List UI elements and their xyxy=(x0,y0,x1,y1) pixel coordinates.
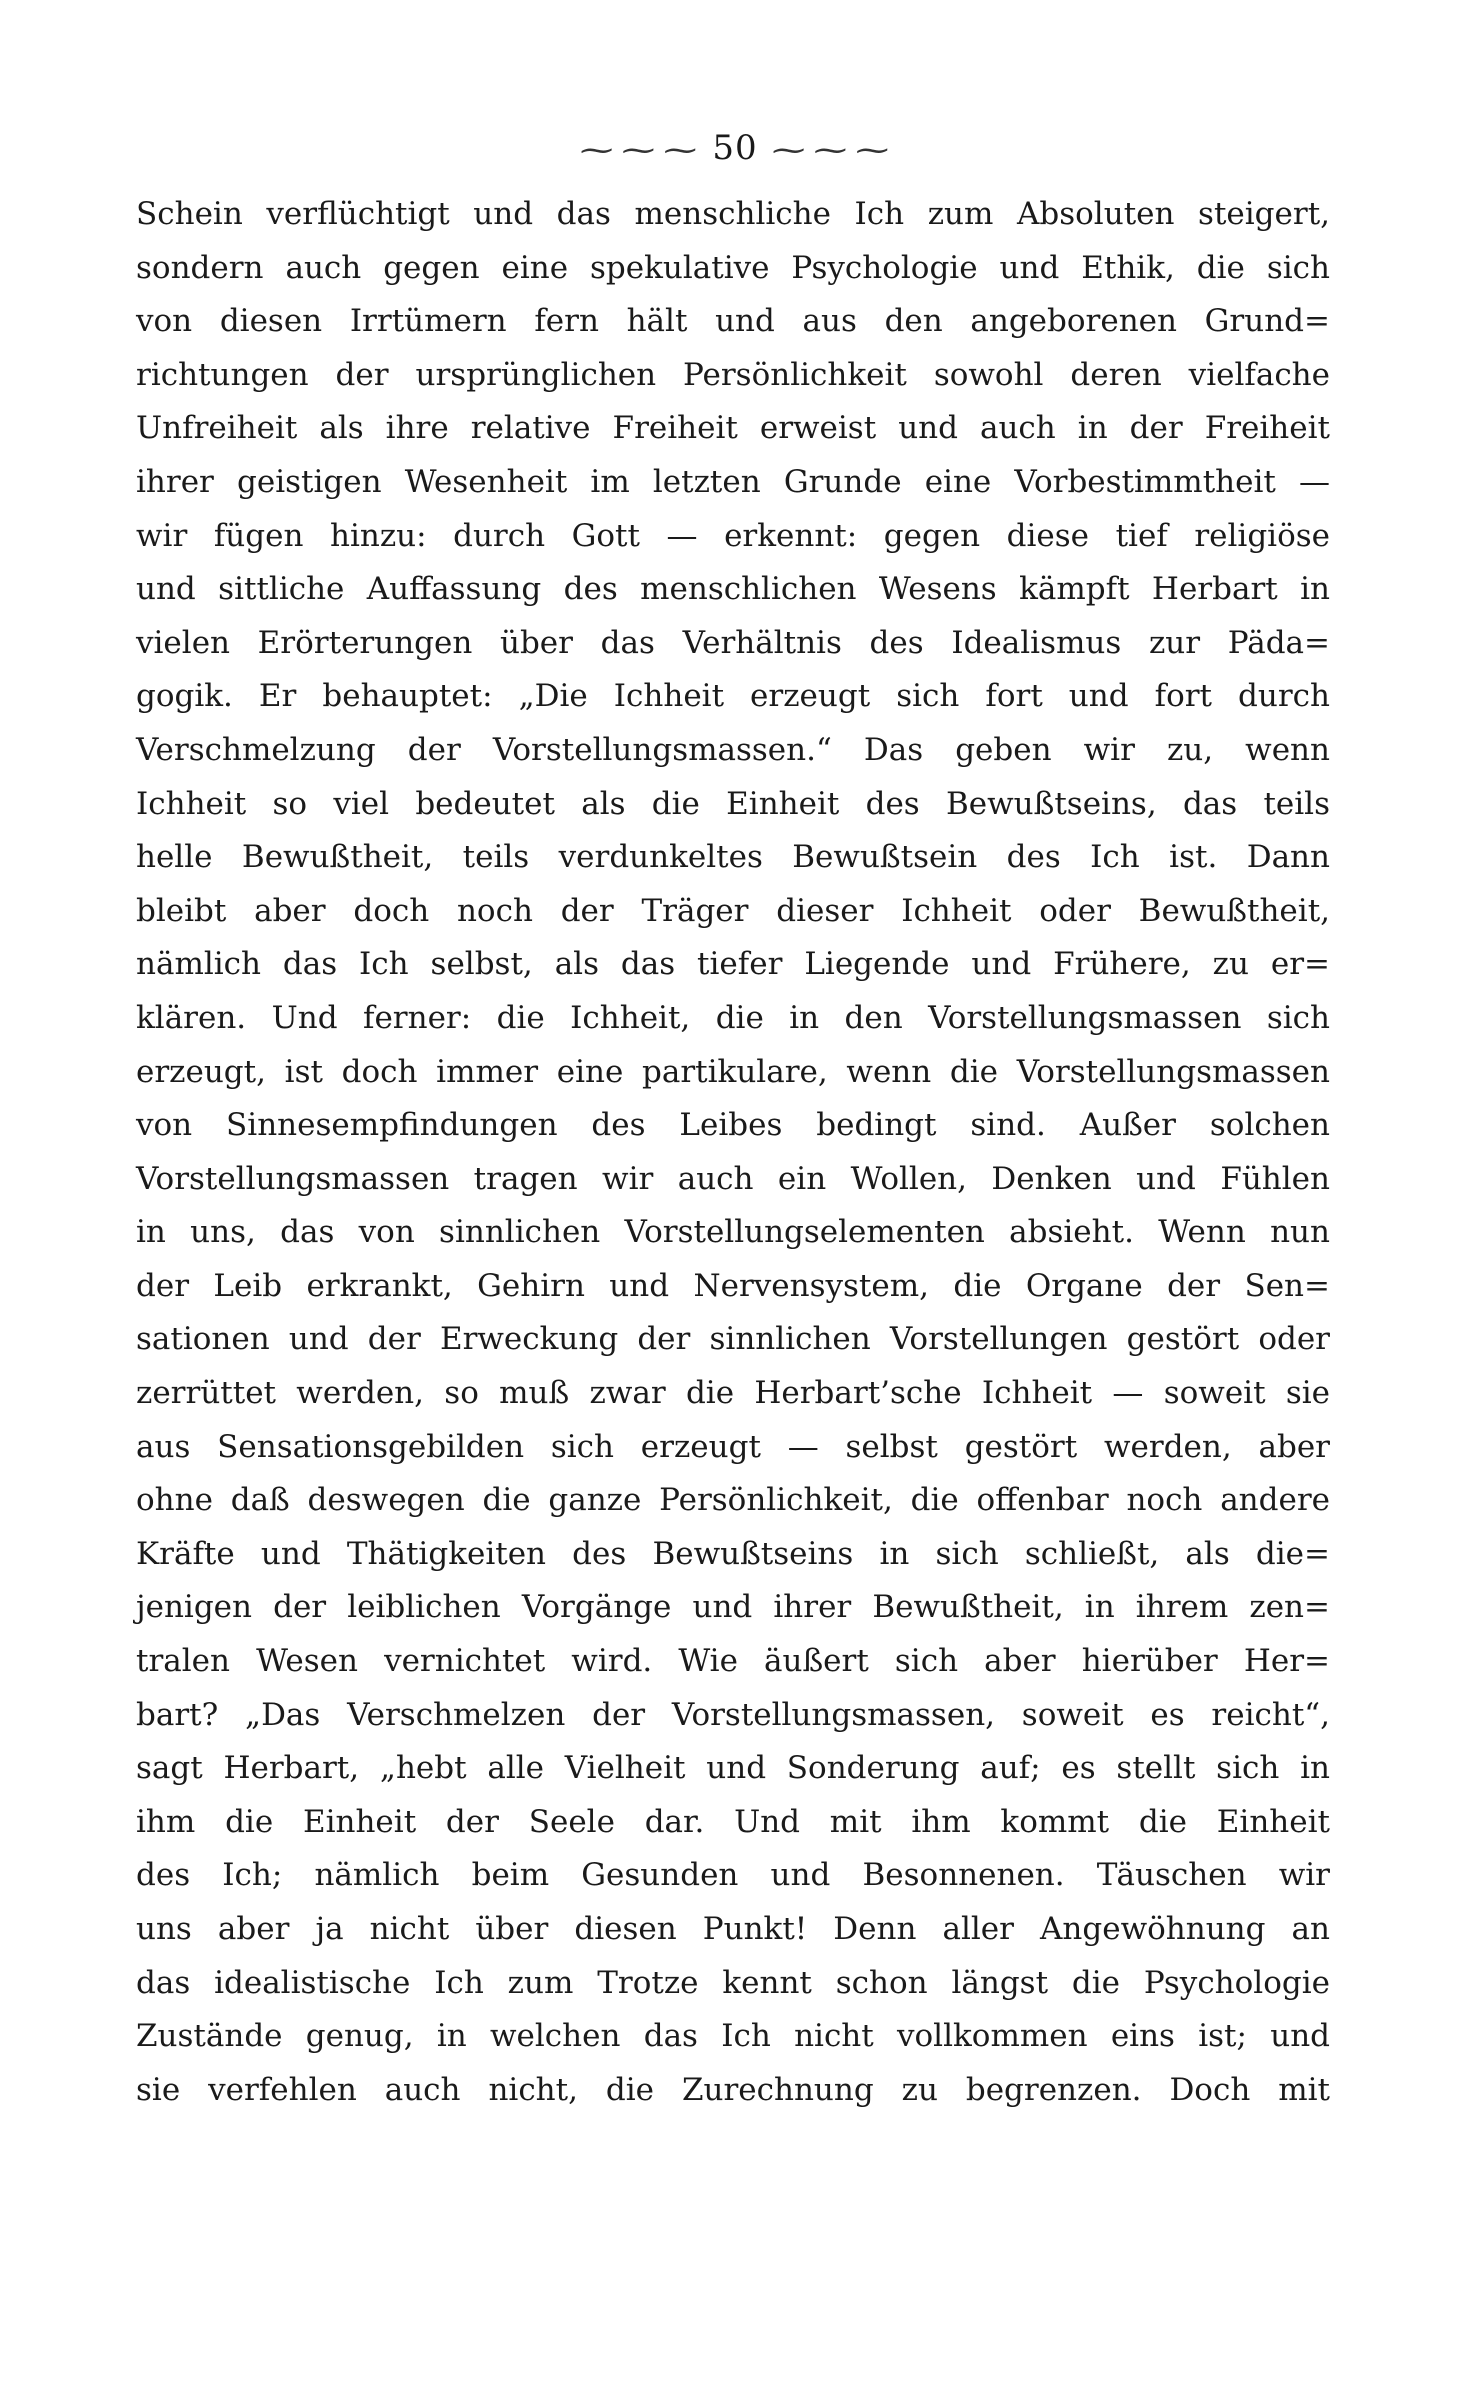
text-line: ihrer geistigen Wesenheit im letzten Grunde eine Vorbestimmtheit — xyxy=(136,463,1330,500)
text-line: klären. Und ferner: die Ichheit, die in den Vorstellungsmassen sich xyxy=(136,999,1330,1036)
text-line: jenigen der leiblichen Vorgänge und ihrer Bewußtheit, in ihrem zen= xyxy=(136,1589,1330,1626)
text-line: aus Sensationsgebilden sich erzeugt — selbst gestört werden, aber xyxy=(136,1428,1330,1465)
right-ornament: ~~~ xyxy=(768,132,894,168)
text-line: sationen und der Erweckung der sinnlichen Vorstellungen gestört oder xyxy=(136,1321,1330,1358)
text-line: bleibt aber doch noch der Träger dieser Ichheit oder Bewußtheit, xyxy=(136,892,1330,929)
text-line: richtungen der ursprünglichen Persönlichkeit sowohl deren vielfache xyxy=(136,356,1330,393)
text-line: uns aber ja nicht über diesen Punkt! Denn aller Angewöhnung an xyxy=(136,1911,1330,1947)
page-header xyxy=(0,128,1470,168)
text-line: sagt Herbart, „hebt alle Vielheit und Sonderung auf; es stellt sich in xyxy=(136,1750,1330,1787)
text-line: nämlich das Ich selbst, als das tiefer Liegende und Frühere, zu er= xyxy=(136,946,1330,983)
text-line: Zustände genug, in welchen das Ich nicht vollkommen eins ist; und xyxy=(136,2018,1330,2055)
text-line: vielen Erörterungen über das Verhältnis des Idealismus zur Päda= xyxy=(136,624,1330,661)
text-line: helle Bewußtheit, teils verdunkeltes Bewußtsein des Ich ist. Dann xyxy=(136,839,1330,876)
text-line: tralen Wesen vernichtet wird. Wie äußert sich aber hierüber Her= xyxy=(136,1643,1330,1680)
text-line: von diesen Irrtümern fern hält und aus den angeborenen Grund= xyxy=(136,303,1330,340)
text-line: Ichheit so viel bedeutet als die Einheit des Bewußtseins, das teils xyxy=(136,785,1330,822)
text-line: in uns, das von sinnlichen Vorstellungselementen absieht. Wenn nun xyxy=(136,1214,1330,1251)
text-line: wir fügen hinzu: durch Gott — erkennt: gegen diese tief religiöse xyxy=(136,517,1330,554)
text-line: sondern auch gegen eine spekulative Psychologie und Ethik, die sich xyxy=(136,249,1330,286)
text-line: von Sinnesempfindungen des Leibes bedingt sind. Außer solchen xyxy=(136,1107,1330,1144)
text-line: das idealistische Ich zum Trotze kennt schon längst die Psychologie xyxy=(136,1964,1330,2001)
text-line: bart? „Das Verschmelzen der Vorstellungsmassen, soweit es reicht“, xyxy=(136,1696,1330,1733)
text-line: Schein verflüchtigt und das menschliche Ich zum Absoluten steigert, xyxy=(136,196,1330,232)
text-line: zerrüttet werden, so muß zwar die Herbart’sche Ichheit — soweit sie xyxy=(136,1375,1330,1412)
text-line: ihm die Einheit der Seele dar. Und mit ihm kommt die Einheit xyxy=(136,1803,1330,1840)
text-line: und sittliche Auffassung des menschlichen Wesens kämpft Herbart in xyxy=(136,571,1330,608)
text-line: der Leib erkrankt, Gehirn und Nervensystem, die Organe der Sen= xyxy=(136,1267,1330,1304)
text-line: gogik. Er behauptet: „Die Ichheit erzeugt sich fort und fort durch xyxy=(136,678,1330,715)
text-line: Verschmelzung der Vorstellungsmassen.“ Das geben wir zu, wenn xyxy=(136,731,1330,768)
left-ornament: ~~~ xyxy=(576,132,702,168)
page-number: 50 xyxy=(712,128,758,168)
text-line: ohne daß deswegen die ganze Persönlichkeit, die offenbar noch andere xyxy=(136,1482,1330,1519)
text-line: erzeugt, ist doch immer eine partikulare, wenn die Vorstellungsmassen xyxy=(136,1053,1330,1090)
text-line: des Ich; nämlich beim Gesunden und Besonnenen. Täuschen wir xyxy=(136,1857,1330,1894)
text-line: sie verfehlen auch nicht, die Zurechnung zu begrenzen. Doch mit xyxy=(136,2071,1330,2108)
text-line: Kräfte und Thätigkeiten des Bewußtseins in sich schließt, als die= xyxy=(136,1535,1330,1572)
body-text xyxy=(136,188,1330,2117)
text-line: Unfreiheit als ihre relative Freiheit erweist und auch in der Freiheit xyxy=(136,410,1330,447)
text-line: Vorstellungsmassen tragen wir auch ein Wollen, Denken und Fühlen xyxy=(136,1160,1330,1197)
